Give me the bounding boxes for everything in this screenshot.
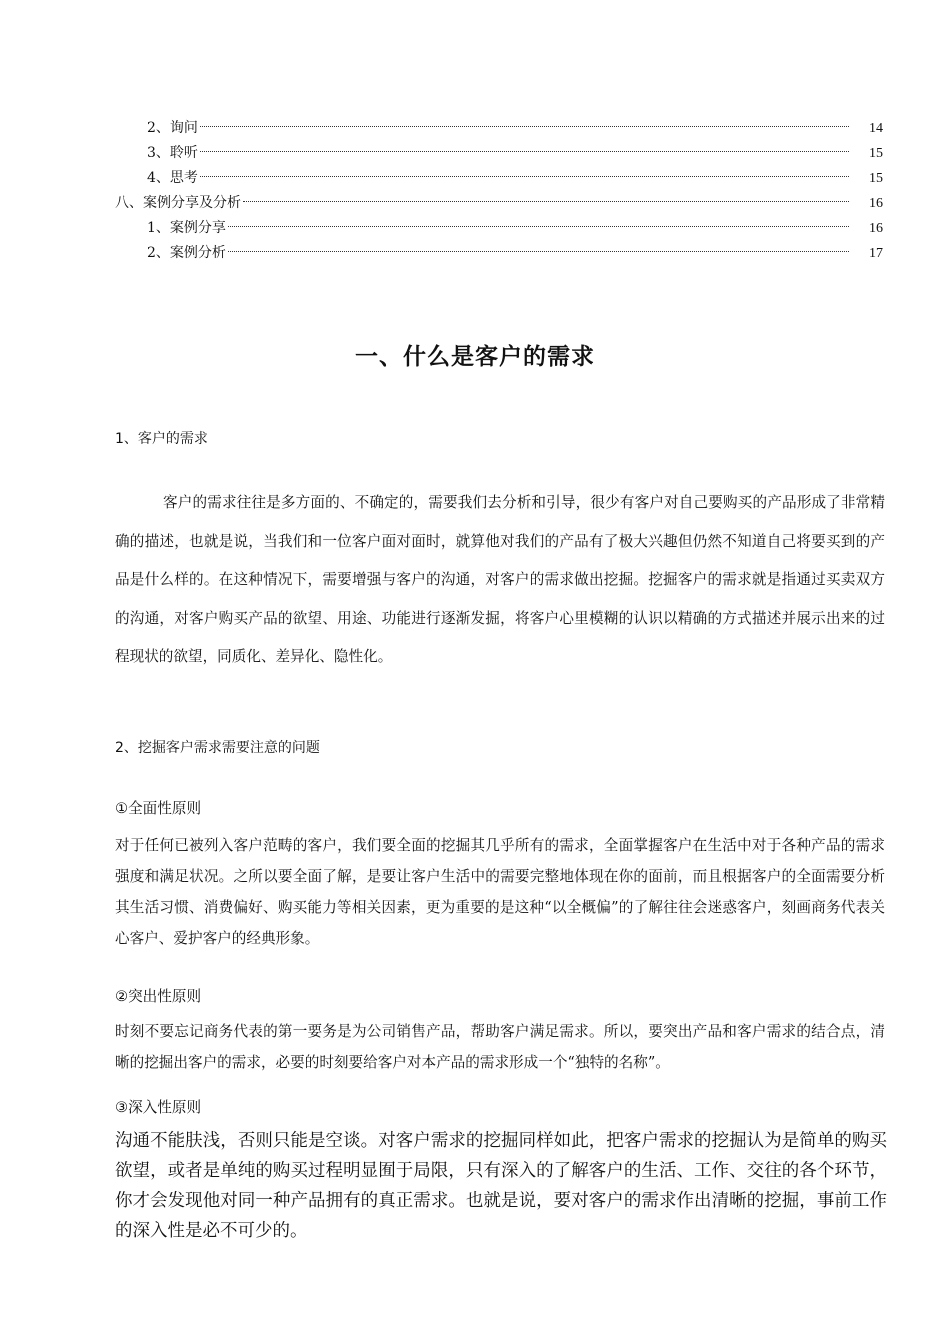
- toc-entry[interactable]: [115, 166, 883, 191]
- toc-entry[interactable]: [115, 241, 883, 266]
- section-heading: 1、客户的需求: [115, 431, 208, 447]
- toc-entry-label: 4、思考: [147, 170, 198, 186]
- toc-leader-dots: [228, 226, 849, 227]
- section-heading: 2、挖掘客户需求需要注意的问题: [115, 740, 320, 756]
- toc-leader-dots: [243, 201, 849, 202]
- toc-entry-page: 14: [869, 121, 883, 136]
- toc-entry-page: 15: [869, 146, 883, 161]
- section-paragraph: 客户的需求往往是多方面的、不确定的，需要我们去分析和引导，很少有客户对自己要购买的产品形成了非常精确的描述，也就是说，当我们和一位客户面对面时，就算他对我们的产品有了极大兴趣但仍然不知道自己将要买到的产品是什么样的。在这种情况下，需要增强与客户的沟通，对客户的需求做出挖掘。挖掘客户的需求就是指通过买卖双方的沟通，对客户购买产品的欲望、用途、功能进行逐渐发掘，将客户心里模糊的认识以精确的方式描述并展示出来的过程现状的欲望，同质化、差异化、隐性化。: [115, 494, 885, 665]
- toc-entry[interactable]: [115, 216, 883, 241]
- toc-entry-page: 17: [869, 246, 883, 261]
- toc-entry-page: 16: [869, 196, 883, 211]
- toc-leader-dots: [200, 126, 849, 127]
- toc-entry-label: 3、聆听: [147, 145, 198, 161]
- principle-paragraph: 对于任何已被列入客户范畴的客户，我们要全面的挖掘其几乎所有的需求，全面掌握客户在生活中对于各种产品的需求强度和满足状况。之所以要全面了解，是要让客户生活中的需要完整地体现在你的面前，而且根据客户的全面需要分析其生活习惯、消费偏好、购买能力等相关因素，更为重要的是这种“以全概偏”的了解往往会迷惑客户，刻画商务代表关心客户、爱护客户的经典形象。: [115, 837, 885, 947]
- table-of-contents: [115, 116, 883, 266]
- toc-leader-dots: [200, 176, 849, 177]
- toc-entry-label: 2、案例分析: [147, 245, 226, 261]
- principle-title: ①全面性原则: [115, 800, 202, 817]
- principle-paragraph: 沟通不能肤浅，否则只能是空谈。对客户需求的挖掘同样如此，把客户需求的挖掘认为是简单的购买欲望，或者是单纯的购买过程明显囿于局限，只有深入的了解客户的生活、工作、交往的各个环节，你才会发现他对同一种产品拥有的真正需求。也就是说，要对客户的需求作出清晰的挖掘，事前工作的深入性是必不可少的。: [115, 1131, 887, 1241]
- toc-entry-label: 八、案例分享及分析: [115, 195, 241, 211]
- toc-entry-label: 2、询问: [147, 120, 198, 136]
- toc-leader-dots: [228, 251, 849, 252]
- principle-paragraph: 时刻不要忘记商务代表的第一要务是为公司销售产品，帮助客户满足需求。所以，要突出产品和客户需求的结合点，清晰的挖掘出客户的需求，必要的时刻要给客户对本产品的需求形成一个“独特的名称”。: [115, 1023, 885, 1071]
- toc-entry[interactable]: [115, 191, 883, 216]
- chapter-title: 一、什么是客户的需求: [355, 344, 595, 370]
- toc-entry-label: 1、案例分享: [147, 220, 226, 236]
- toc-entry-page: 16: [869, 221, 883, 236]
- toc-entry-page: 15: [869, 171, 883, 186]
- principle-title: ③深入性原则: [115, 1099, 202, 1116]
- principle-title: ②突出性原则: [115, 988, 202, 1005]
- toc-leader-dots: [200, 151, 849, 152]
- toc-entry[interactable]: [115, 116, 883, 141]
- toc-entry[interactable]: [115, 141, 883, 166]
